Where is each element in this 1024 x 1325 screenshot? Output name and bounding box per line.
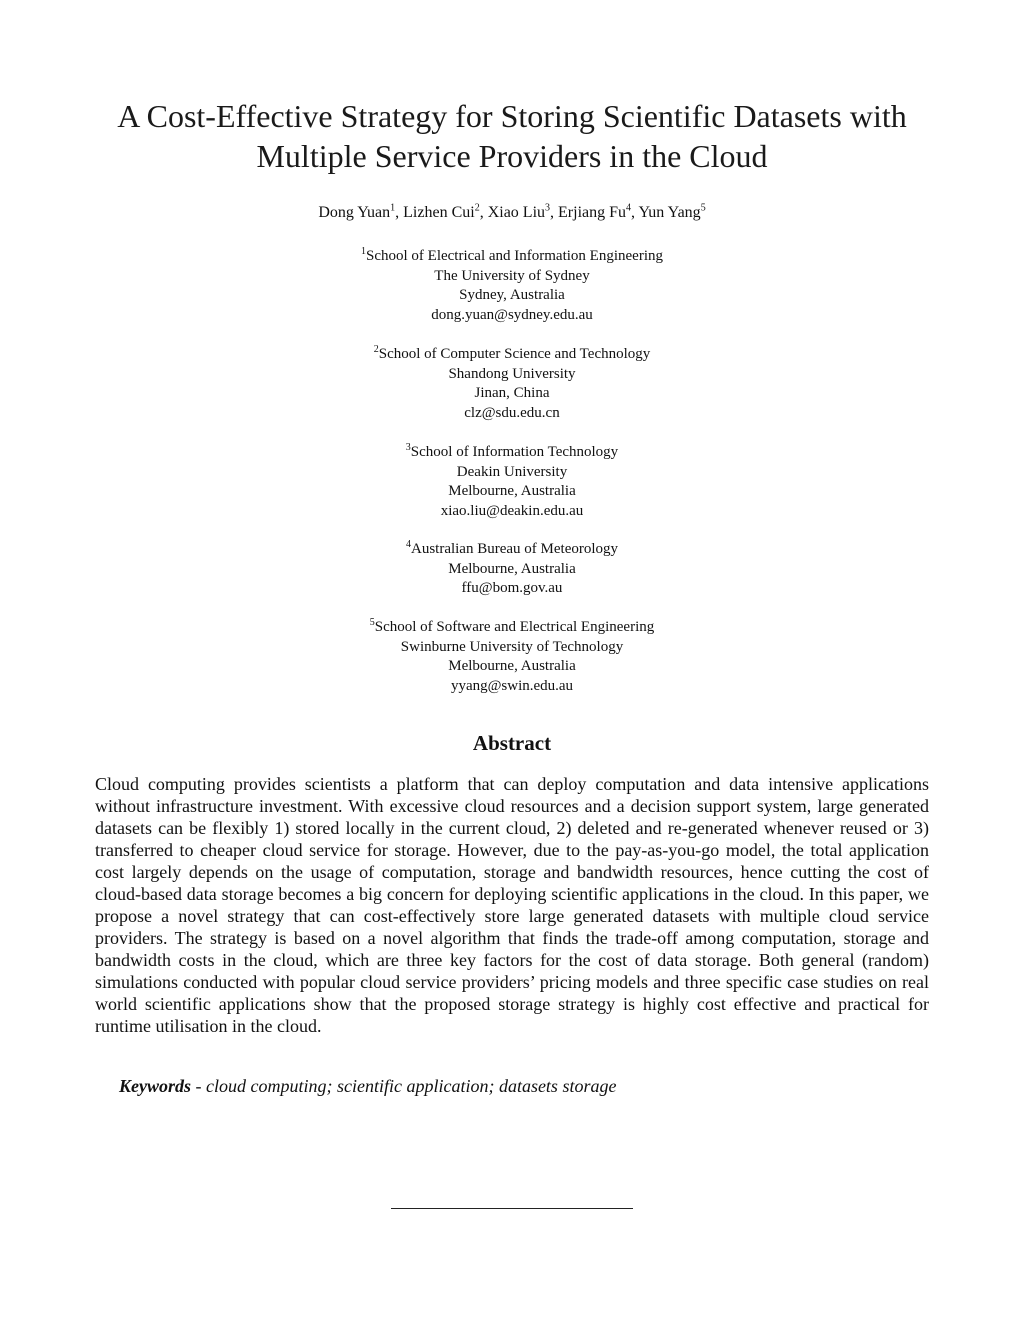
author-sup: 4	[626, 202, 632, 214]
paper-title	[60, 96, 964, 176]
affiliation-dept: $^4$Australian Bureau of Meteorology	[405, 539, 619, 557]
affiliation-sup: 5	[369, 617, 375, 628]
affiliation-sup: 3	[405, 442, 411, 453]
abstract-body: Cloud computing provides scientists a platform that can deploy computation and data intensive applications without infrastructure investment. With excessive cloud resources and a decision support system, large generated datasets can be flexibly 1) stored locally in the current cloud, 2) deleted and re-generated whenever reused or 3) transferred to cheaper cloud service for storage. However, due to the pay-as-you-go model, the total application cost largely depends on the usage of computation, storage and bandwidth resources, hence cutting the cost of cloud-based data storage becomes a big concern for deploying scientific applications in the cloud. In this paper, we propose a novel strategy that can cost-effectively store large generated datasets with multiple cloud service providers. The strategy is based on a novel algorithm that finds the trade-off among computation, storage and bandwidth costs in the cloud, which are three key factors for the cost of data storage. Both general (random) simulations conducted with popular cloud service providers’ pricing models and three specific case studies on real world scientific applications show that the proposed storage strategy is highly cost effective and practical for runtime utilisation in the cloud.	[95, 774, 929, 1036]
author-sup: 1	[390, 202, 396, 214]
affiliation-dept: $^1$School of Electrical and Information Engineering	[361, 246, 663, 264]
affiliation-line: Deakin University	[456, 463, 568, 480]
affiliation-4	[200, 540, 824, 599]
author-name: Yun Yang	[638, 204, 701, 221]
affiliation-5	[200, 618, 824, 696]
author-name: Dong Yuan	[318, 204, 391, 221]
affiliation-line: Melbourne, Australia	[448, 560, 576, 577]
author-sup: 2	[474, 202, 480, 214]
affiliation-email: xiao.liu@deakin.edu.au	[440, 502, 584, 519]
affiliation-sup: 2	[373, 344, 379, 355]
affiliation-line: Shandong University	[448, 365, 576, 382]
affiliation-line: The University of Sydney	[434, 267, 590, 284]
author-sup: 3	[545, 202, 551, 214]
author-name: Xiao Liu	[487, 204, 546, 221]
keywords-label: Keywords	[119, 1076, 191, 1096]
affiliation-email: ffu@bom.gov.au	[461, 580, 563, 596]
keywords-separator: -	[191, 1076, 206, 1096]
affiliation-1	[200, 247, 824, 325]
author-list	[100, 202, 924, 224]
author-name: Lizhen Cui	[403, 204, 475, 221]
author-sep: ,	[550, 204, 559, 221]
affiliation-line: Melbourne, Australia	[448, 658, 576, 674]
affiliation-email: dong.yuan@sydney.edu.au	[431, 306, 593, 323]
keywords-text: cloud computing; scientific application; datasets storage	[206, 1076, 617, 1096]
affiliation-dept: $^2$School of Computer Science and Technology	[373, 344, 651, 362]
author-sep: ,	[395, 204, 404, 221]
affiliation-3	[200, 443, 824, 521]
affiliation-email: yyang@swin.edu.au	[450, 677, 574, 694]
keywords	[119, 1076, 939, 1097]
affiliation-line: Swinburne University of Technology	[400, 638, 624, 655]
author-sep: ,	[479, 204, 488, 221]
abstract-heading: Abstract	[472, 731, 552, 755]
footnote-divider	[391, 1208, 633, 1209]
title-line-2: Multiple Service Providers in the Cloud	[256, 138, 768, 174]
affiliation-sup: 4	[405, 539, 411, 550]
affiliation-email: clz@sdu.edu.cn	[464, 404, 560, 421]
author-sup: 5	[700, 202, 706, 214]
affiliation-sup: 1	[361, 246, 366, 257]
affiliation-2	[200, 345, 824, 423]
author-sep: ,	[631, 204, 639, 221]
title-line-1: A Cost-Effective Strategy for Storing Scientific Datasets with	[117, 98, 907, 134]
affiliation-line: Jinan, China	[474, 385, 550, 401]
affiliation-dept: $^5$School of Software and Electrical Engineering	[369, 617, 655, 635]
author-name: Erjiang Fu	[558, 204, 627, 221]
affiliation-dept: $^3$School of Information Technology	[405, 442, 619, 460]
affiliation-line: Melbourne, Australia	[448, 483, 576, 499]
affiliation-line: Sydney, Australia	[459, 287, 565, 303]
